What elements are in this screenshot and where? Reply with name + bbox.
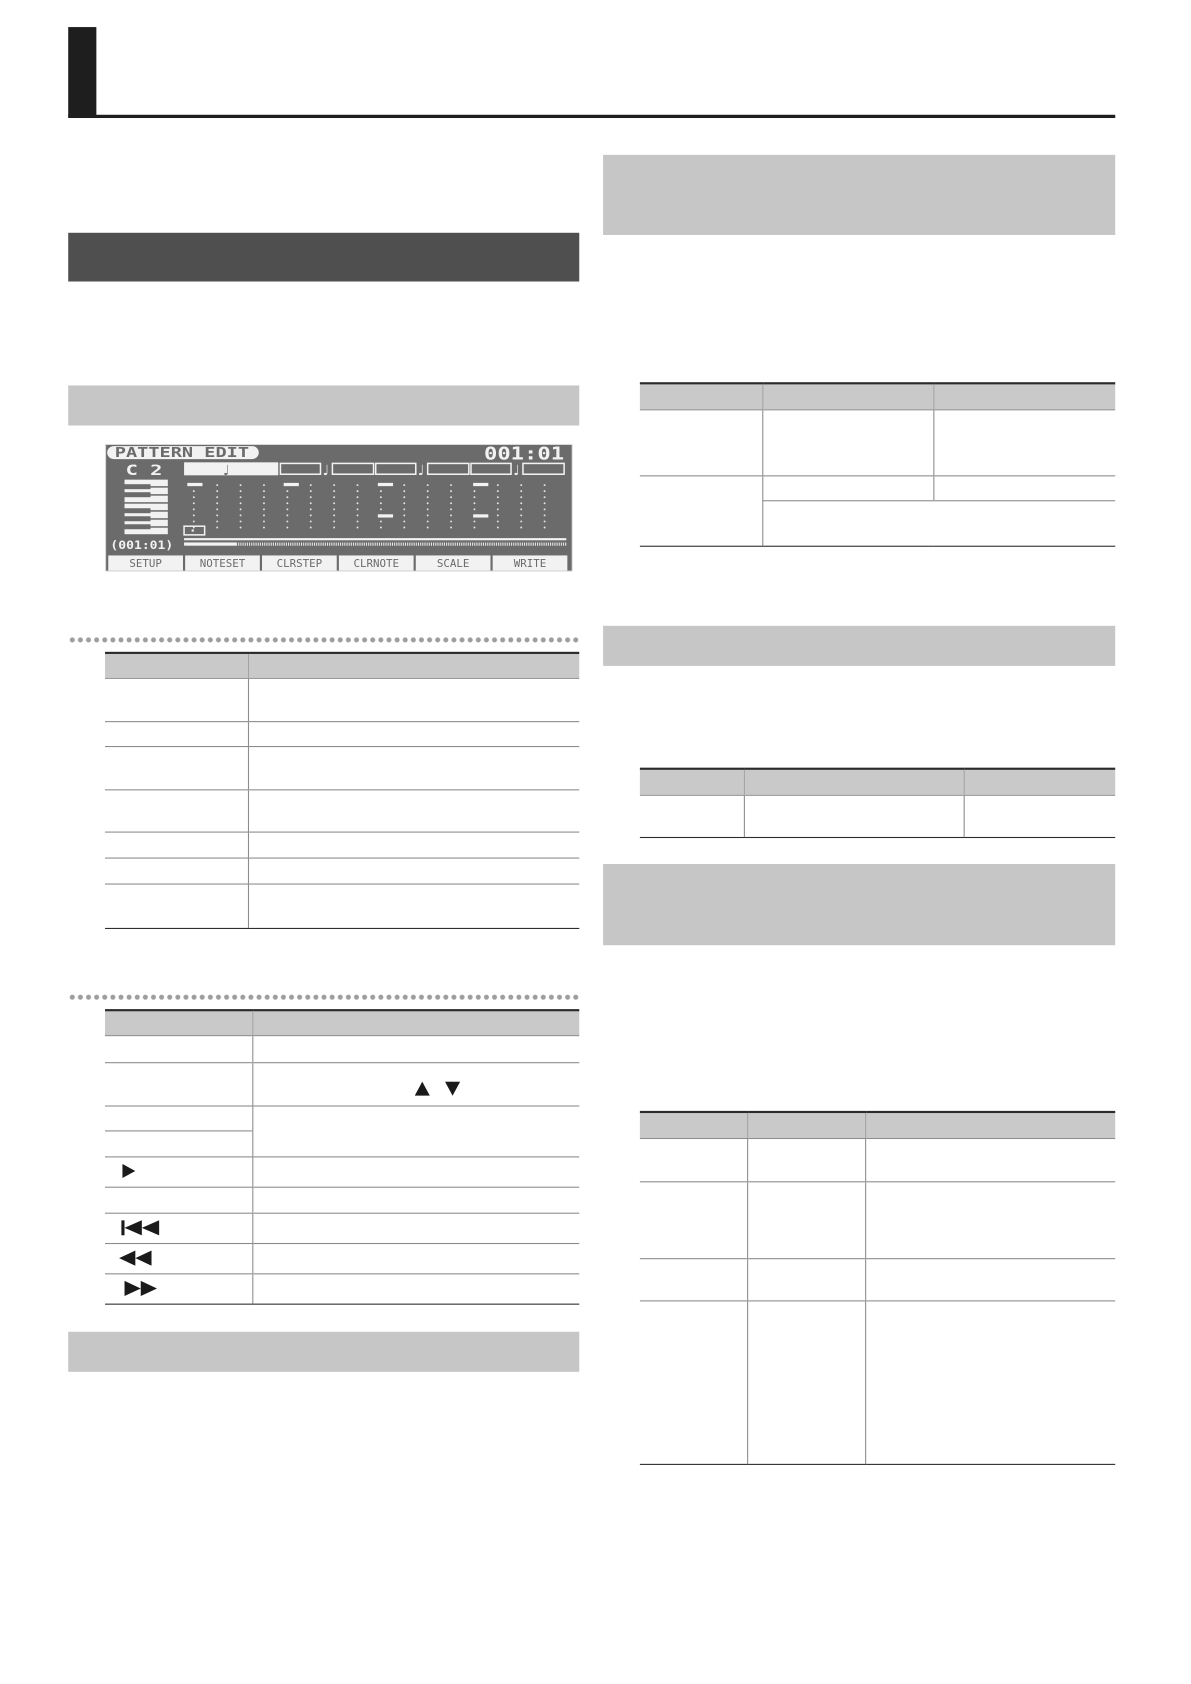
operation-table <box>105 1009 579 1304</box>
grid-dot <box>357 508 359 510</box>
grid-dot <box>310 527 312 529</box>
grid-dot <box>403 527 405 529</box>
table-cell <box>105 832 248 858</box>
skip-to-start-icon <box>121 1220 160 1235</box>
grid-dot <box>240 527 242 529</box>
table-row <box>105 1273 579 1303</box>
grid-dot <box>193 490 195 492</box>
table-cell <box>248 789 579 831</box>
grid-dot <box>263 527 265 529</box>
table-cell <box>105 1062 252 1105</box>
lcd-screen <box>105 444 573 572</box>
note-mark <box>473 514 488 517</box>
grid-dot <box>497 514 499 516</box>
table-row <box>640 1300 1115 1463</box>
grid-dot <box>286 490 288 492</box>
table-row <box>640 409 1115 475</box>
table-row <box>105 1156 579 1186</box>
grid-dot <box>473 527 475 529</box>
table-header-cell <box>747 1112 865 1138</box>
note-mark <box>473 483 488 486</box>
grid-dot <box>427 496 429 498</box>
play-icon <box>122 1164 135 1178</box>
function-label-setup: SETUP <box>129 557 162 571</box>
grid-dot <box>427 508 429 510</box>
grid-dot <box>427 490 429 492</box>
grid-dot <box>357 484 359 486</box>
subsection-heading-bar <box>603 155 1115 235</box>
grid-dot <box>310 496 312 498</box>
grid-dot <box>333 484 335 486</box>
table-header-row <box>105 1010 579 1035</box>
function-label-noteset: NOTESET <box>199 557 246 571</box>
grid-dot <box>357 496 359 498</box>
table-cell <box>105 789 248 831</box>
grid-dot <box>240 514 242 516</box>
grid-dot <box>520 508 522 510</box>
table-cell <box>248 721 579 746</box>
grid-dot <box>193 502 195 504</box>
table-cell <box>865 1258 1115 1300</box>
grid-dot <box>450 527 452 529</box>
chapter-tab-marker <box>68 27 96 117</box>
table-row <box>640 475 1115 500</box>
black-key <box>125 516 151 521</box>
table-cell <box>747 1258 865 1300</box>
grid-dot <box>520 520 522 522</box>
table-header-cell <box>252 1010 579 1035</box>
table-header-cell <box>640 1112 747 1138</box>
beat-1-highlight <box>184 462 278 475</box>
table-header-cell <box>744 769 964 795</box>
grid-dot <box>286 527 288 529</box>
grid-dot <box>497 527 499 529</box>
subsection-heading-bar <box>603 864 1115 945</box>
quarter-note-icon: ♩ <box>223 462 230 479</box>
table-row <box>640 1258 1115 1300</box>
grid-dot <box>193 496 195 498</box>
grid-dot <box>286 514 288 516</box>
grid-dot <box>286 502 288 504</box>
grid-dot <box>310 520 312 522</box>
rewind-icon <box>119 1251 151 1266</box>
table-cell <box>248 858 579 884</box>
table-cell <box>105 1130 252 1156</box>
grid-dot <box>380 508 382 510</box>
table-header-cell <box>640 383 762 409</box>
grid-dot <box>380 502 382 504</box>
table-header-cell <box>248 653 579 678</box>
grid-dot <box>544 490 546 492</box>
table-cell <box>933 475 1115 500</box>
table-cell <box>640 1258 747 1300</box>
table-row <box>105 858 579 884</box>
table-row <box>105 789 579 831</box>
grid-dot <box>497 484 499 486</box>
grid-dot <box>216 508 218 510</box>
grid-dot <box>333 520 335 522</box>
grid-dot <box>403 502 405 504</box>
grid-dot <box>380 496 382 498</box>
grid-dot <box>473 502 475 504</box>
table-cell <box>252 1213 579 1243</box>
triangle-down-icon <box>445 1082 460 1096</box>
grid-dot <box>333 496 335 498</box>
grid-dot <box>380 490 382 492</box>
lcd-step-position: (001:01) <box>110 537 174 552</box>
grid-dot <box>450 502 452 504</box>
table-cell <box>747 1138 865 1181</box>
black-key <box>125 508 151 513</box>
table-cell <box>640 409 762 475</box>
table-cell <box>252 1187 579 1213</box>
grid-dot <box>473 508 475 510</box>
grid-dot <box>427 484 429 486</box>
fast-forward-icon <box>125 1281 157 1296</box>
black-key <box>125 524 151 529</box>
grid-dot <box>216 520 218 522</box>
black-key <box>125 492 151 497</box>
table-cell <box>747 1300 865 1463</box>
table-cell <box>105 678 248 721</box>
table-cell <box>252 1273 579 1303</box>
function-label-clrstep: CLRSTEP <box>276 557 323 571</box>
grid-dot <box>310 484 312 486</box>
table-cell <box>762 475 933 500</box>
table-row <box>105 1213 579 1243</box>
grid-dot <box>263 514 265 516</box>
grid-dot <box>263 520 265 522</box>
grid-dot <box>473 496 475 498</box>
grid-dot <box>427 502 429 504</box>
grid-dot <box>216 484 218 486</box>
table-cell <box>105 746 248 789</box>
table-cell <box>744 795 964 837</box>
grid-dot <box>216 490 218 492</box>
grid-dot <box>403 496 405 498</box>
table-row <box>105 1062 579 1105</box>
setting-table <box>640 1111 1115 1465</box>
subsection-heading-bar <box>68 1332 579 1372</box>
grid-dot <box>310 490 312 492</box>
grid-dot <box>216 514 218 516</box>
grid-dot <box>380 520 382 522</box>
table-cell <box>248 678 579 721</box>
grid-dot <box>544 514 546 516</box>
table-cell <box>640 1138 747 1181</box>
note-mark <box>378 483 393 486</box>
grid-dot <box>263 484 265 486</box>
table-cell-merged <box>640 475 762 545</box>
grid-dot <box>240 490 242 492</box>
table-cell <box>640 1300 747 1463</box>
black-key <box>125 484 151 489</box>
cursor-dot <box>192 529 194 531</box>
function-table <box>105 652 579 929</box>
grid-dot <box>310 514 312 516</box>
grid-dot <box>286 520 288 522</box>
grid-dot <box>403 490 405 492</box>
function-label-write: WRITE <box>513 557 547 571</box>
subsection-heading-bar <box>603 626 1115 666</box>
table-cell <box>933 409 1115 475</box>
grid-dot <box>333 508 335 510</box>
table-row <box>105 1243 579 1273</box>
grid-dot <box>357 520 359 522</box>
table-cell <box>252 1156 579 1186</box>
grid-dot <box>544 496 546 498</box>
table-cell <box>252 1035 579 1062</box>
grid-dot <box>497 496 499 498</box>
grid-dot <box>544 520 546 522</box>
grid-dot <box>263 490 265 492</box>
grid-dot <box>450 508 452 510</box>
table-cell <box>105 1035 252 1062</box>
note-mark <box>284 483 299 486</box>
function-label-clrnote: CLRNOTE <box>353 557 400 571</box>
grid-dot <box>520 490 522 492</box>
grid-dot <box>497 502 499 504</box>
progress-fill <box>184 542 236 545</box>
table-cell <box>640 795 744 837</box>
table-row <box>105 832 579 858</box>
grid-dot <box>450 514 452 516</box>
table-cell <box>105 721 248 746</box>
quarter-note-icon: ♩ <box>513 462 520 479</box>
table-row <box>640 1138 1115 1181</box>
grid-dot <box>520 502 522 504</box>
grid-dot <box>450 484 452 486</box>
grid-dot <box>263 508 265 510</box>
table-header-cell <box>105 653 248 678</box>
grid-dot <box>333 527 335 529</box>
lcd-note-name: C 2 <box>125 462 163 479</box>
note-mark <box>187 483 202 486</box>
grid-dot <box>193 514 195 516</box>
quarter-note-icon: ♩ <box>417 462 425 479</box>
table-cell <box>865 1138 1115 1181</box>
grid-dot <box>403 508 405 510</box>
table-cell <box>747 1181 865 1258</box>
grid-dot <box>544 502 546 504</box>
grid-dot <box>216 496 218 498</box>
grid-dot <box>333 502 335 504</box>
table-cell <box>865 1181 1115 1258</box>
table-header-row <box>640 1112 1115 1138</box>
grid-dot <box>193 520 195 522</box>
section-heading-bar <box>68 233 579 282</box>
table-cell <box>964 795 1116 837</box>
table-cell <box>248 832 579 858</box>
grid-dot <box>427 520 429 522</box>
grid-dot <box>286 496 288 498</box>
grid-dot <box>333 514 335 516</box>
grid-dot <box>193 508 195 510</box>
subsection-heading-bar <box>68 385 579 425</box>
grid-dot <box>380 527 382 529</box>
grid-dot <box>497 508 499 510</box>
grid-dot <box>357 514 359 516</box>
grid-dot <box>403 520 405 522</box>
chapter-title-rule <box>68 115 1115 118</box>
table-row <box>105 721 579 746</box>
lcd-mode-title: PATTERN EDIT <box>114 446 250 462</box>
table-row <box>640 795 1115 837</box>
grid-dot <box>333 490 335 492</box>
grid-dot <box>427 514 429 516</box>
grid-dot <box>240 496 242 498</box>
grid-dot <box>450 496 452 498</box>
lcd-screenshot <box>105 444 573 572</box>
grid-dot <box>403 514 405 516</box>
grid-dot <box>473 490 475 492</box>
grid-dot <box>403 484 405 486</box>
grid-dot <box>544 527 546 529</box>
grid-dot <box>520 484 522 486</box>
grid-dot <box>310 508 312 510</box>
lcd-measure-position: 001:01 <box>483 444 565 465</box>
table-cell-merged <box>252 1105 579 1156</box>
table-cell <box>252 1243 579 1273</box>
table-cell <box>248 884 579 928</box>
table-row <box>640 1181 1115 1258</box>
grid-dot <box>520 496 522 498</box>
table-cell <box>248 746 579 789</box>
table-header-row <box>105 653 579 678</box>
grid-dot <box>544 484 546 486</box>
setting-table <box>640 382 1115 546</box>
table-header-cell <box>933 383 1115 409</box>
table-cell <box>105 858 248 884</box>
grid-dot <box>216 527 218 529</box>
grid-dot <box>216 502 218 504</box>
piano-keyboard-icon <box>125 480 168 535</box>
function-label-scale: SCALE <box>436 557 470 571</box>
triangle-up-icon <box>415 1082 430 1096</box>
grid-dot <box>240 484 242 486</box>
grid-dot <box>450 520 452 522</box>
table-row <box>105 1035 579 1062</box>
table-row <box>105 746 579 789</box>
table-cell <box>105 884 248 928</box>
grid-dot <box>497 520 499 522</box>
table-header-cell <box>865 1112 1115 1138</box>
table-header-cell <box>640 769 744 795</box>
grid-dot <box>310 502 312 504</box>
table-row <box>105 1187 579 1213</box>
grid-dot <box>450 490 452 492</box>
grid-dot <box>544 508 546 510</box>
grid-dot <box>357 527 359 529</box>
dotted-separator <box>68 637 579 643</box>
grid-dot <box>240 508 242 510</box>
table-header-cell <box>105 1010 252 1035</box>
grid-dot <box>286 508 288 510</box>
lcd-title-tag <box>107 446 259 461</box>
table-cell <box>105 1187 252 1213</box>
quarter-note-icon: ♩ <box>322 462 330 479</box>
grid-dot <box>520 514 522 516</box>
grid-dot <box>263 496 265 498</box>
setting-table <box>640 768 1115 838</box>
dotted-separator <box>68 994 579 1000</box>
grid-dot <box>520 527 522 529</box>
table-header-cell <box>964 769 1116 795</box>
table-header-row <box>640 769 1115 795</box>
table-header-row <box>640 383 1115 409</box>
table-header-cell <box>762 383 933 409</box>
table-cell-merged <box>762 500 1115 545</box>
table-row <box>105 884 579 928</box>
table-row <box>105 678 579 721</box>
table-cell <box>865 1300 1115 1463</box>
grid-dot <box>263 502 265 504</box>
note-mark <box>378 514 393 517</box>
grid-dot <box>240 520 242 522</box>
table-cell <box>105 1105 252 1130</box>
grid-dot <box>357 490 359 492</box>
grid-dot <box>427 527 429 529</box>
table-cell <box>640 1181 747 1258</box>
grid-dot <box>473 520 475 522</box>
table-row <box>105 1105 579 1130</box>
table-cell <box>762 409 933 475</box>
progress-track <box>184 538 566 540</box>
grid-dot <box>357 502 359 504</box>
grid-dot <box>240 502 242 504</box>
grid-dot <box>497 490 499 492</box>
